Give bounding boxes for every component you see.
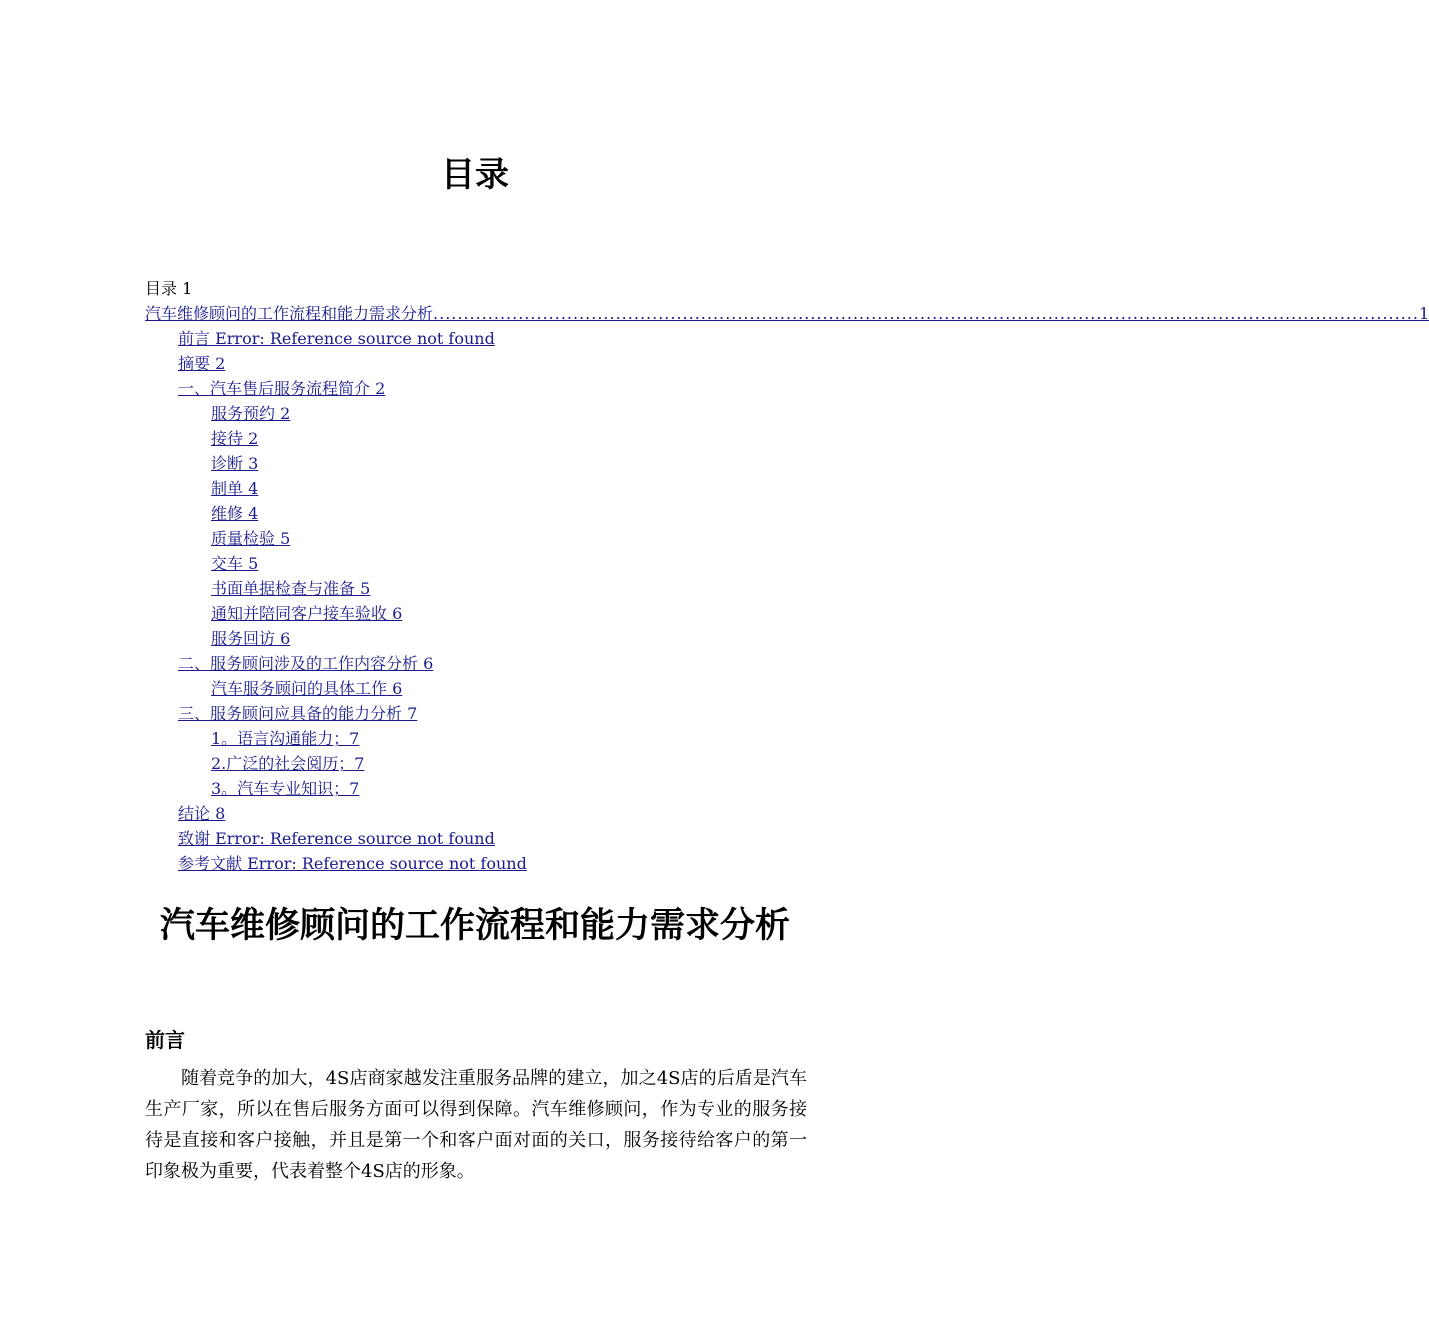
- toc-entry-service-booking[interactable]: 服务预约 2: [211, 404, 291, 423]
- toc-entry-section-3[interactable]: 三、服务顾问应具备的能力分析 7: [178, 704, 418, 723]
- toc-entry-work-order[interactable]: 制单 4: [211, 479, 259, 498]
- toc-entry-delivery[interactable]: 交车 5: [211, 554, 259, 573]
- toc-entry-section-1[interactable]: 一、汽车售后服务流程简介 2: [178, 379, 386, 398]
- toc-entry-section-2[interactable]: 二、服务顾问涉及的工作内容分析 6: [178, 654, 434, 673]
- toc-entry-professional-knowledge[interactable]: 3。汽车专业知识；7: [211, 779, 360, 798]
- toc-entry-customer-pickup[interactable]: 通知并陪同客户接车验收 6: [211, 604, 403, 623]
- table-of-contents: [145, 276, 1429, 876]
- section-heading-foreword: 前言: [145, 1028, 185, 1052]
- toc-entry-communication[interactable]: 1。语言沟通能力；7: [211, 729, 360, 748]
- toc-entry-abstract[interactable]: 摘要 2: [178, 354, 226, 373]
- toc-entry-conclusion[interactable]: 结论 8: [178, 804, 226, 823]
- toc-entry-advisor-duties[interactable]: 汽车服务顾问的具体工作 6: [211, 679, 403, 698]
- toc-entry-page: 1: [1418, 304, 1429, 323]
- toc-entry-repair[interactable]: 维修 4: [211, 504, 259, 523]
- toc-dot-leader: ..................................................................................................................................................................: [433, 304, 1419, 323]
- toc-entry-follow-up[interactable]: 服务回访 6: [211, 629, 291, 648]
- body-paragraph: 随着竞争的加大，4S店商家越发注重服务品牌的建立，加之4S店的后盾是汽车生产厂家，所以在售后服务方面可以得到保障。汽车维修顾问，作为专业的服务接待是直接和客户接触，并且是第一个和客户面对面的关口，服务接待给客户的第一印象极为重要，代表着整个4S店的形象。: [145, 1068, 807, 1182]
- document-title: 汽车维修顾问的工作流程和能力需求分析: [159, 905, 790, 946]
- toc-entry-references[interactable]: 参考文献 Error: Reference source not found: [178, 854, 527, 873]
- toc-entry-label: 汽车维修顾问的工作流程和能力需求分析: [145, 304, 434, 323]
- toc-entry-quality-check[interactable]: 质量检验 5: [211, 529, 291, 548]
- toc-entry-document-check[interactable]: 书面单据检查与准备 5: [211, 579, 371, 598]
- toc-entry-acknowledgements[interactable]: 致谢 Error: Reference source not found: [178, 829, 495, 848]
- page-title: 目录: [441, 155, 509, 195]
- toc-heading: 目录 1: [145, 279, 193, 298]
- toc-entry-reception[interactable]: 接待 2: [211, 429, 259, 448]
- toc-entry-social-experience[interactable]: 2.广泛的社会阅历；7: [211, 754, 365, 773]
- toc-entry-main-title[interactable]: [145, 301, 1429, 326]
- toc-entry-diagnosis[interactable]: 诊断 3: [211, 454, 259, 473]
- toc-entry-foreword[interactable]: 前言 Error: Reference source not found: [178, 329, 495, 348]
